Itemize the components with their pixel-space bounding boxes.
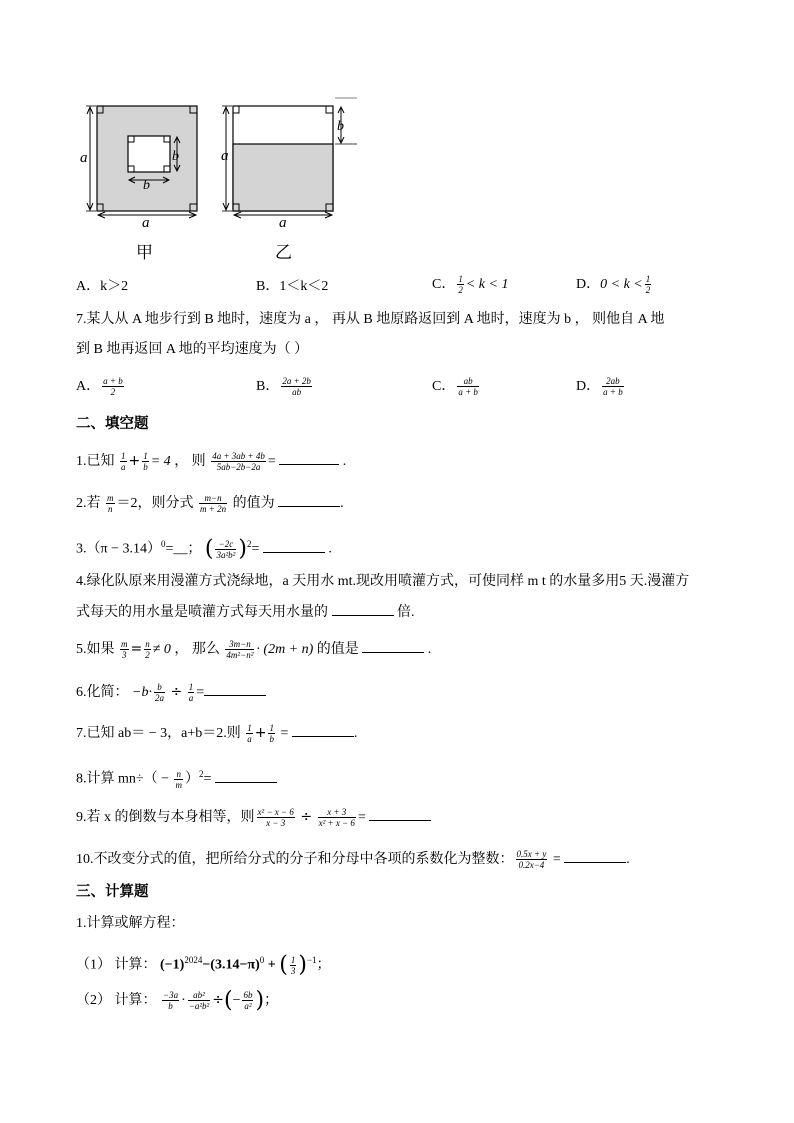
answer-blank[interactable] — [564, 848, 626, 863]
numerator: 1 — [458, 274, 463, 285]
denominator: 2 — [458, 285, 463, 296]
fraction: $\frac{1}{a}$ — [247, 723, 252, 745]
fraction: $\frac{1}{3}$ — [290, 954, 296, 976]
caption-yi: 乙 — [275, 243, 292, 263]
q6-d-label: D． — [576, 277, 601, 292]
q6-option-c — [432, 273, 508, 295]
equals: = — [357, 810, 366, 825]
fraction — [242, 990, 253, 1011]
fill-q2: 2.若 $\frac{m}{n}$ ＝2，则分式 $\frac{m-n}{m + 2n}$ 的值为 . — [76, 493, 344, 515]
denominator: 4m²−n² — [226, 650, 254, 661]
q6-d-expr: 0 < k < — [600, 277, 643, 292]
numerator: 4a + 3ab + 4b — [212, 451, 265, 462]
denominator: 3a²b² — [216, 549, 236, 560]
fraction: $\frac{1}{a}$ — [188, 682, 194, 704]
q-text: ） — [184, 771, 199, 787]
q7-option-b — [256, 375, 314, 397]
q7-option-a — [76, 375, 126, 397]
fraction: $\frac{m}{3}$ — [121, 639, 128, 661]
numerator: 0.5x + y — [516, 849, 547, 860]
numerator: 1 — [645, 274, 651, 285]
q6-c-expr: < k < 1 — [465, 277, 509, 292]
superscript: 0 — [259, 955, 265, 965]
fraction: $\frac{m}{n}$ — [107, 493, 114, 515]
fraction — [645, 274, 652, 295]
numerator: x² − x − 6 — [257, 807, 294, 818]
fill-q6: 6.化简： −b· $\frac{b}{2a}$ ÷ $\frac{1}{a}$ = — [76, 681, 266, 703]
equals: = — [196, 685, 205, 700]
option-label: D． — [576, 379, 601, 394]
q6-option-d — [576, 273, 653, 295]
q6-option-a: A．k＞2 — [76, 279, 129, 294]
label-b-right: b — [337, 119, 344, 134]
fill-q9: 9.若 x 的倒数与本身相等，则 $\frac{\text{x² − x − 6}}{x - 3}$ ÷ $\frac{x + 3}{\text{x² + x − 6}}$ = — [76, 806, 431, 828]
geometry-figure — [76, 96, 366, 266]
denominator: a + b — [603, 387, 623, 398]
q-expr: + — [267, 957, 276, 973]
fraction — [257, 807, 295, 828]
equals: = — [203, 771, 212, 787]
fill-q1: 1.已知 $\frac{1}{a}$ + $\frac{1}{b}$ = 4 ， 则 $\frac{4a + 3ab + 4b}{5ab-2b-2a}$ = . — [76, 451, 347, 473]
fraction — [211, 451, 266, 472]
answer-blank[interactable] — [362, 638, 424, 653]
numerator: −2c — [215, 539, 236, 550]
q-expr: −(3.14−π) — [202, 957, 260, 973]
fraction: $\frac{b}{2a}$ — [154, 682, 164, 704]
q-text: 的值是 — [316, 642, 359, 657]
q-text: 式每天的用水量是喷灌方式每天用水量的 — [76, 605, 328, 620]
equals: = — [251, 541, 260, 557]
fraction — [457, 376, 479, 397]
numerator: 6b — [243, 990, 253, 1001]
numerator: x + 3 — [318, 807, 356, 818]
denominator: 2 — [110, 387, 116, 398]
q-text: 3.（π − 3.14） — [76, 541, 161, 557]
numerator: 2a + 2b — [282, 376, 311, 387]
denominator: ab — [292, 387, 302, 398]
label-a-bottom: a — [142, 215, 150, 231]
calc-q1-part1: （1） 计算： $(-1)^{2024}-(3.14-\pi)^0$ + ( $\frac{1}{3}$ )$^{-1}$； — [76, 952, 331, 978]
q7-line1: 7.某人从 A 地步行到 B 地时，速度为 a ， 再从 B 地原路返回到 A 地时，速度为 b ， 则他自 A 地 — [76, 312, 665, 327]
section2-title: 二、填空题 — [76, 416, 149, 432]
numerator: ab² — [188, 990, 210, 1001]
equals: = — [267, 454, 276, 469]
q-expr: = 4 — [150, 454, 171, 469]
calc-q1-part2: （2） 计算： $\frac{-3a}{b}$ · $\frac{\text{ab²}}{\text{−a²b²}}$ ÷(− $\frac{6b}{\text{a²}}$ )； — [76, 987, 279, 1013]
q-text: （2） 计算： — [76, 993, 157, 1008]
option-label: C． — [432, 379, 456, 394]
section3-title: 三、计算题 — [76, 884, 149, 900]
q-text: 1.已知 — [76, 454, 115, 469]
fraction — [188, 990, 210, 1011]
fraction — [516, 849, 548, 870]
label-b-inner-bottom: b — [143, 178, 150, 193]
fraction: $\frac{1}{b}$ — [143, 451, 148, 473]
superscript: 2 — [198, 769, 204, 779]
label-a-left: a — [80, 150, 88, 166]
q-expr: ≠ 0 — [152, 642, 171, 657]
fill-q4-line1: 4.绿化队原来用漫灌方式浇绿地，a 天用水 mt.现改用喷灌方式，可使同样 m t 的水量多用5 天.漫灌方 — [76, 574, 690, 589]
q6-option-b: B．1＜k＜2 — [256, 279, 329, 294]
fill-q4-line2 — [76, 601, 415, 623]
numerator: 3m−n — [225, 639, 254, 650]
q-text: =__； — [165, 541, 202, 557]
q-text: 2.若 — [76, 496, 101, 511]
denominator: m + 2n — [200, 504, 227, 515]
q-text: 5.如果 — [76, 642, 115, 657]
fraction — [602, 376, 624, 397]
fraction: $\frac{n}{2}$ — [145, 639, 150, 661]
q-text: 7.已知 ab＝ − 3，a+b＝2.则 — [76, 726, 241, 741]
q-expr: (−1) — [160, 957, 185, 973]
fill-q5: 5.如果 $\frac{m}{3}$ = $\frac{n}{2}$ ≠ 0 ， 那么 $\frac{3m-n}{\text{4m²−n²}}$ · (2m + n) 的值是 . — [76, 639, 432, 661]
denominator: x − 3 — [266, 818, 286, 829]
q7-line2: 到 B 地再返回 A 地的平均速度为（ ） — [76, 342, 309, 357]
fill-q3: $3.(\pi - 3.14)^0=\_\_$； ( $\frac{-2c}{\text{3a²b²}}$ )$^2$= . — [76, 536, 332, 562]
q-text: （1） 计算： — [76, 957, 157, 973]
fraction — [281, 376, 312, 397]
fraction — [457, 274, 464, 295]
superscript: 0 — [160, 539, 166, 549]
fraction — [215, 539, 236, 560]
superscript: 2024 — [184, 955, 203, 965]
answer-blank[interactable] — [279, 450, 339, 465]
q-text: ， 则 — [174, 454, 206, 469]
equals: = — [552, 852, 561, 867]
numerator: 2ab — [602, 376, 624, 387]
option-label: A． — [76, 379, 101, 394]
q7-option-d — [576, 375, 626, 397]
q-text: 8.计算 mn÷（ − — [76, 771, 169, 787]
label-a-right-bottom: a — [279, 215, 287, 231]
q-expr: · (2m + n) — [256, 642, 314, 657]
numerator: a + b — [103, 376, 123, 387]
answer-blank[interactable] — [215, 768, 277, 783]
fraction — [318, 807, 356, 828]
numerator: m−n — [199, 493, 227, 504]
label-a-right-figure: a — [221, 148, 229, 164]
fraction: $\frac{1}{b}$ — [269, 723, 274, 745]
denominator: −a²b² — [188, 1001, 210, 1012]
denominator: a² — [244, 1001, 252, 1012]
q-text: 倍. — [397, 605, 415, 620]
fraction — [199, 493, 227, 514]
denominator: 0.2x−4 — [518, 860, 545, 871]
answer-blank[interactable] — [369, 806, 431, 821]
q-text: 10.不改变分式的值，把所给分式的分子和分母中各项的系数化为整数： — [76, 852, 514, 867]
denominator: 5ab−2b−2a — [216, 462, 261, 473]
denominator: 2 — [645, 285, 651, 296]
q-text: 9.若 x 的倒数与本身相等，则 — [76, 810, 255, 825]
denominator: x² + x − 6 — [318, 818, 355, 829]
answer-blank[interactable] — [278, 492, 340, 507]
fill-q10: 10.不改变分式的值，把所给分式的分子和分母中各项的系数化为整数： $\frac{0.5x + y}{0.2x-4}$ = . — [76, 849, 630, 871]
answer-blank[interactable] — [292, 722, 354, 737]
fraction — [162, 990, 179, 1011]
q6-c-label: C． — [432, 277, 456, 292]
fraction: $\frac{n}{m}$ — [175, 768, 182, 790]
answer-blank[interactable] — [332, 601, 394, 616]
q-text: 6.化简： — [76, 685, 129, 700]
superscript: −1 — [306, 955, 317, 965]
caption-jia: 甲 — [136, 243, 153, 263]
fill-q8 — [76, 764, 277, 790]
q-text: ， 那么 — [174, 642, 220, 657]
numerator: ab — [457, 376, 479, 387]
q-text: 的值为 — [232, 496, 275, 511]
answer-blank[interactable] — [263, 538, 325, 553]
answer-blank[interactable] — [204, 681, 266, 696]
label-b-inner-right: b — [172, 149, 179, 164]
fraction — [225, 639, 254, 660]
fraction: $\frac{1}{a}$ — [121, 451, 126, 473]
q7-option-c — [432, 375, 481, 397]
denominator: b — [168, 1001, 173, 1012]
calc-q1: 1.计算或解方程： — [76, 916, 185, 931]
q-text: ＝2，则分式 — [116, 496, 194, 511]
option-label: B． — [256, 379, 280, 394]
numerator: −3a — [163, 990, 179, 1001]
denominator: a + b — [458, 387, 478, 398]
fill-q7: 7.已知 ab＝ − 3，a+b＝2.则 $\frac{1}{a}$ + $\frac{1}{b}$ = . — [76, 723, 358, 745]
equals: = — [280, 726, 289, 741]
fraction — [102, 376, 124, 397]
